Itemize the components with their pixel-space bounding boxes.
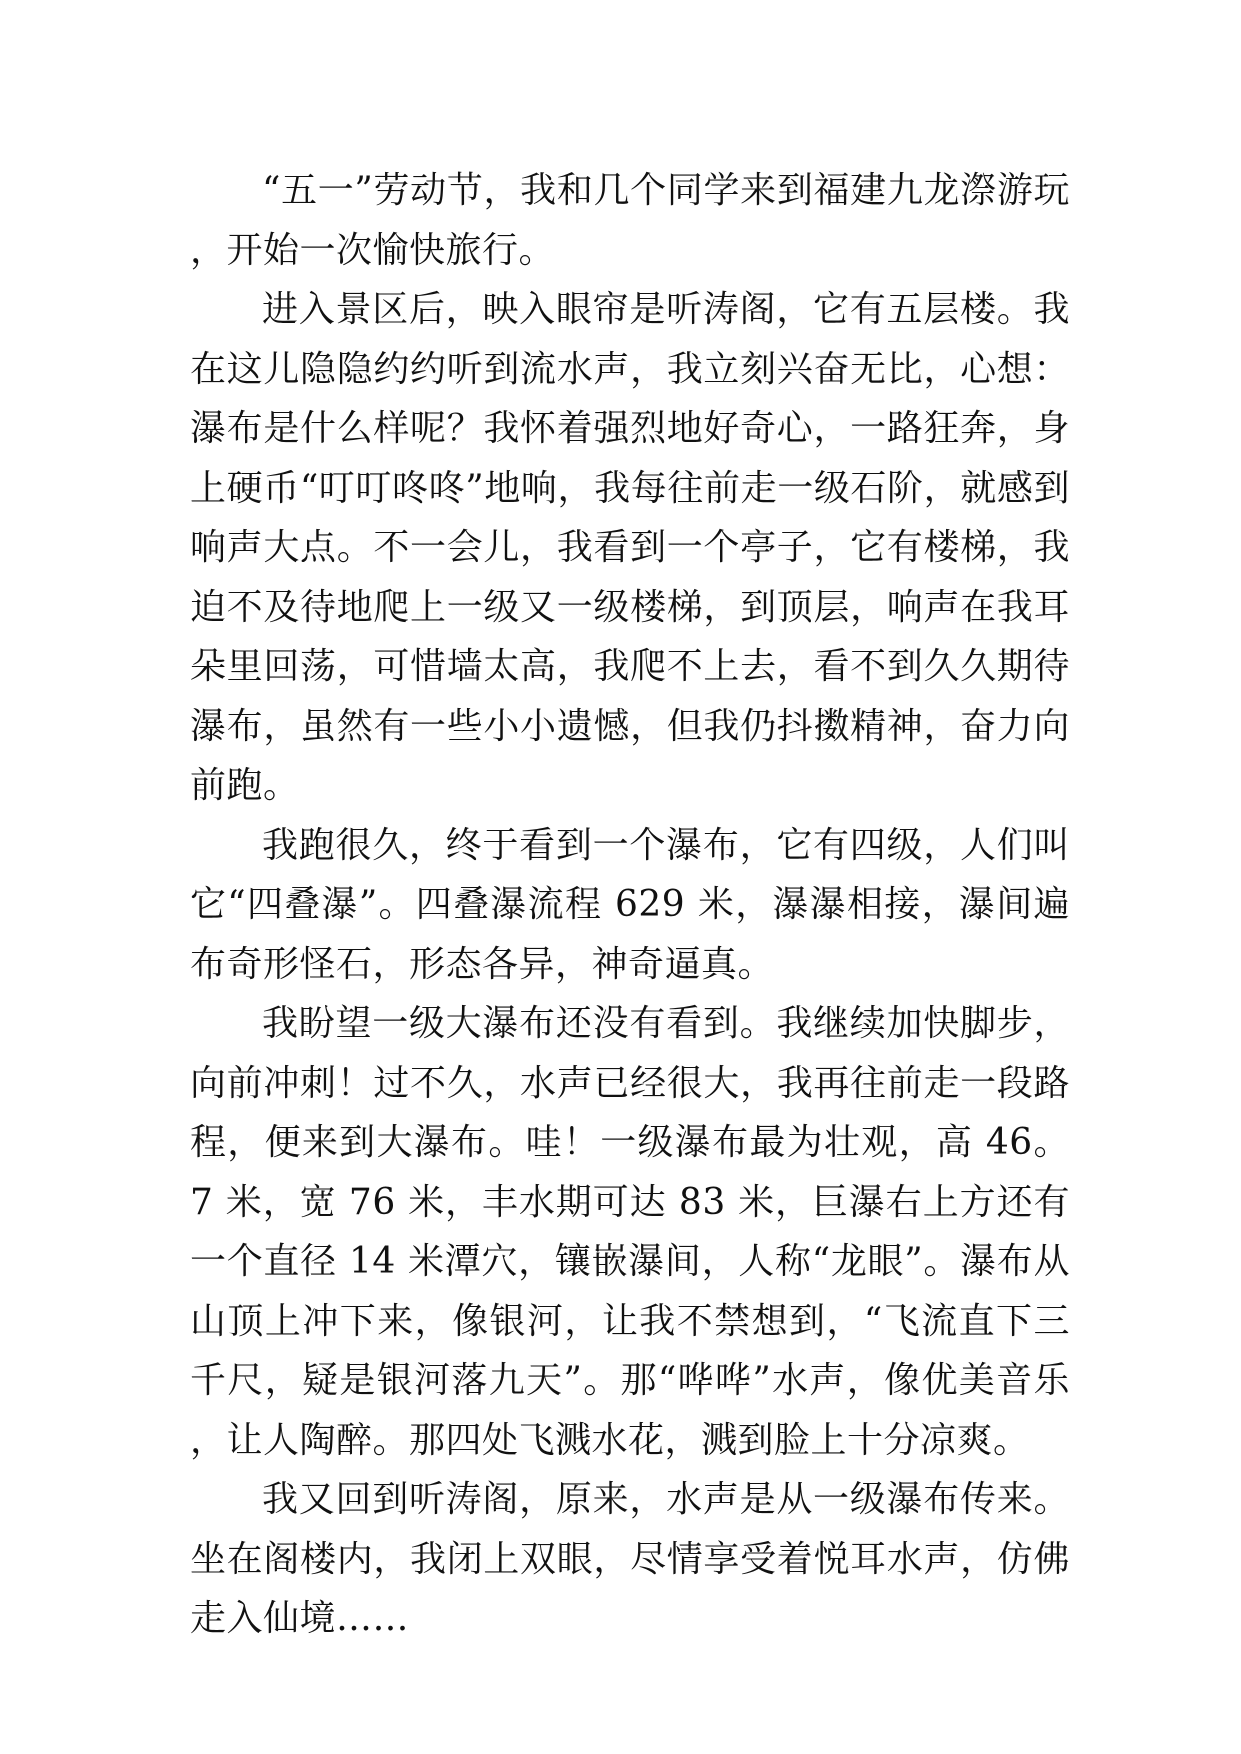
paragraph-4: 我盼望一级大瀑布还没有看到。我继续加快脚步，向前冲刺！过不久，水声已经很大，我再往前走一段路程，便来到大瀑布。哇！一级瀑布最为壮观，高 46。7 米，宽 76 米，丰水期可达 83 米，巨瀑右上方还有一个直径 14 米潭穴，镶嵌瀑间，人称“龙眼”。瀑布从山顶上冲下来，像银河，让我不禁想到，“飞流直下三千尺，疑是银河落九天”。那“哗哗”水声，像优美音乐，让人陶醉。那四处飞溅水花，溅到脸上十分凉爽。 (190, 1003, 1070, 1461)
paragraph-2: 进入景区后，映入眼帘是听涛阁，它有五层楼。我在这儿隐隐约约听到流水声，我立刻兴奋无比，心想：瀑布是什么样呢？我怀着强烈地好奇心，一路狂奔，身上硬币“叮叮咚咚”地响，我每往前走一级石阶，就感到响声大点。不一会儿，我看到一个亭子，它有楼梯，我迫不及待地爬上一级又一级楼梯，到顶层，响声在我耳朵里回荡，可惜墙太高，我爬不上去，看不到久久期待瀑布，虽然有一些小小遗憾，但我仍抖擞精神，奋力向前跑。 (190, 289, 1070, 806)
essay-body (190, 161, 1070, 1649)
paragraph-1: “五一”劳动节，我和几个同学来到福建九龙漈游玩，开始一次愉快旅行。 (190, 170, 1070, 271)
paragraph-3: 我跑很久，终于看到一个瀑布，它有四级，人们叫它“四叠瀑”。四叠瀑流程 629 米，瀑瀑相接，瀑间遍布奇形怪石，形态各异，神奇逼真。 (190, 824, 1070, 985)
paragraph-5: 我又回到听涛阁，原来，水声是从一级瀑布传来。坐在阁楼内，我闭上双眼，尽情享受着悦耳水声，仿佛走入仙境…… (190, 1479, 1070, 1639)
